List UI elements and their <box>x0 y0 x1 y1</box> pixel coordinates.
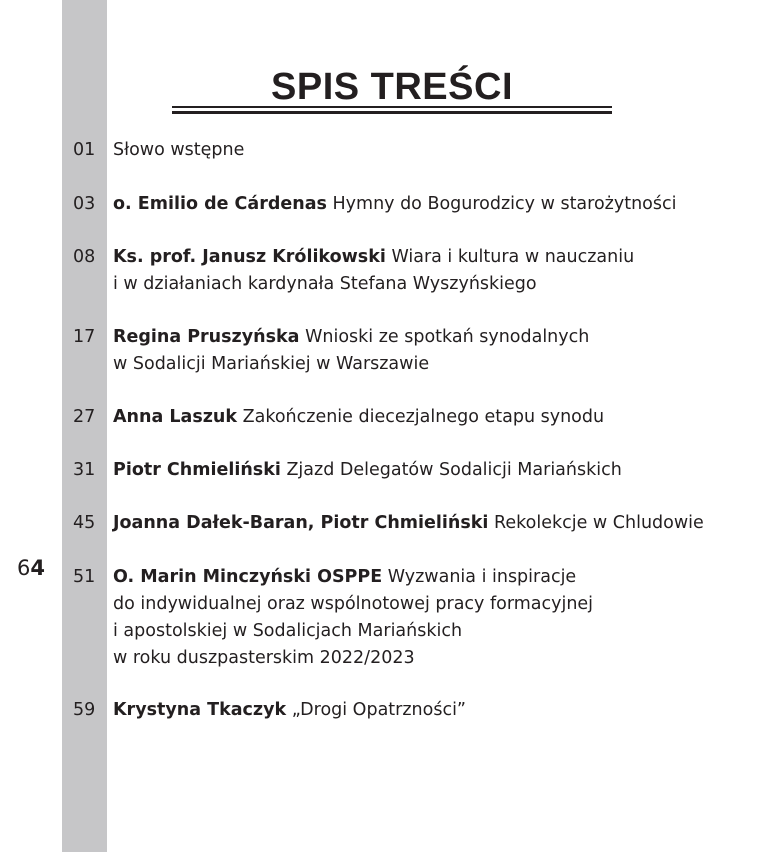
toc-title-line: Wiara i kultura w nauczaniu <box>391 247 635 267</box>
toc-line <box>113 404 743 431</box>
toc-line: i w działaniach kardynała Stefana Wyszyńskiego <box>113 274 537 294</box>
toc-text <box>113 697 743 724</box>
toc-text <box>113 191 743 218</box>
toc-text <box>113 564 743 672</box>
toc-text <box>113 137 743 164</box>
toc-page-number: 45 <box>73 513 96 533</box>
toc-text <box>113 510 743 537</box>
toc-line <box>113 191 743 218</box>
toc-line <box>113 324 743 351</box>
toc-author: Ks. prof. Janusz Królikowski <box>113 247 386 267</box>
title-rule <box>172 106 612 113</box>
toc-title-line: Słowo wstępne <box>113 140 245 160</box>
toc-line <box>113 510 743 537</box>
toc-line: i apostolskiej w Sodalicjach Mariańskich <box>113 621 463 641</box>
page-number-prefix: 6 <box>17 556 31 580</box>
toc-page-number: 51 <box>73 567 96 587</box>
toc-title-line: Rekolekcje w Chludowie <box>493 513 704 533</box>
toc-author: Anna Laszuk <box>113 407 238 427</box>
toc-page-number: 01 <box>73 140 96 160</box>
toc-line <box>113 457 743 484</box>
toc-author: Krystyna Tkaczyk <box>113 700 287 720</box>
toc-page-number: 17 <box>73 327 96 347</box>
toc-author: O. Marin Minczyński OSPPE <box>113 567 383 587</box>
toc-title-line: Hymny do Bogurodzicy w starożytności <box>332 194 677 214</box>
toc-line <box>113 244 743 271</box>
page-number-bold: 4 <box>30 556 45 580</box>
toc-text <box>113 244 743 298</box>
toc-line: do indywidualnej oraz wspólnotowej pracy formacyjnej <box>113 594 594 614</box>
toc-title-line: „Drogi Opatrzności” <box>291 700 467 720</box>
toc-line <box>113 137 743 164</box>
toc-line <box>113 697 743 724</box>
toc-line: w Sodalicji Mariańskiej w Warszawie <box>113 354 430 374</box>
toc-title-line: Wnioski ze spotkań synodalnych <box>305 327 590 347</box>
toc-title-line: Zjazd Delegatów Sodalicji Mariańskich <box>286 460 622 480</box>
toc-title-line: Wyzwania i inspiracje <box>387 567 577 587</box>
toc-page-number: 31 <box>73 460 96 480</box>
page-number <box>17 556 45 580</box>
toc-line: w roku duszpasterskim 2022/2023 <box>113 648 415 668</box>
toc-page-number: 03 <box>73 194 96 214</box>
toc-line <box>113 564 743 591</box>
toc-title-line: Zakończenie diecezjalnego etapu synodu <box>242 407 605 427</box>
toc-page-number: 27 <box>73 407 96 427</box>
toc-author: o. Emilio de Cárdenas <box>113 194 327 214</box>
title-rule-thin <box>172 113 612 114</box>
toc-author: Regina Pruszyńska <box>113 327 300 347</box>
toc-page-number: 08 <box>73 247 96 267</box>
toc-author: Piotr Chmieliński <box>113 460 281 480</box>
toc-author: Joanna Dałek-Baran, Piotr Chmieliński <box>113 513 489 533</box>
toc-text <box>113 457 743 484</box>
toc-page-number: 59 <box>73 700 96 720</box>
toc-text <box>113 404 743 431</box>
toc-text <box>113 324 743 378</box>
page-title: SPIS TREŚCI <box>271 66 513 108</box>
